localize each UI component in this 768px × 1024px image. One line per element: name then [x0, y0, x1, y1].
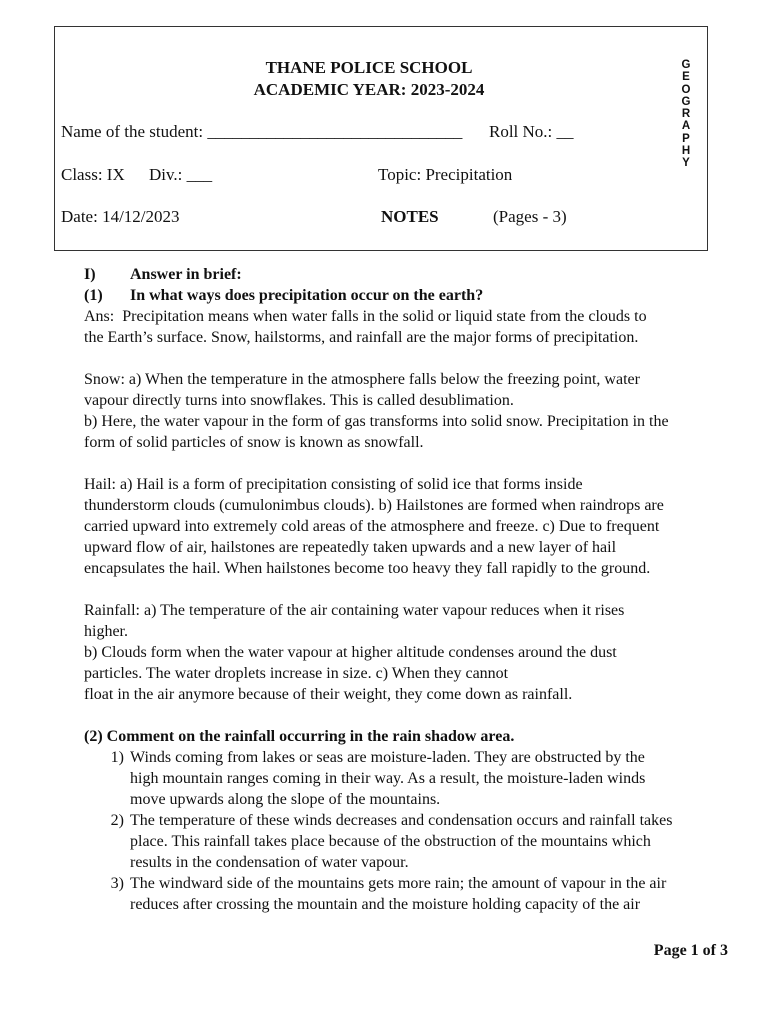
snow-paragraph-line: form of solid particles of snow is known as snowfall. [84, 434, 424, 451]
subject-letter: R [681, 108, 691, 121]
point-line: place. This rainfall takes place because of the obstruction of the mountains which [130, 833, 651, 850]
answer-line: the Earth’s surface. Snow, hailstorms, and rainfall are the major forms of precipitation. [84, 329, 639, 346]
section-number: I) [84, 266, 96, 283]
subject-letter: A [681, 120, 691, 133]
class-label: Class: IX [61, 165, 125, 184]
pages-count: (Pages - 3) [493, 207, 567, 226]
snow-paragraph-line: vapour directly turns into snowflakes. This is called desublimation. [84, 392, 514, 409]
snow-paragraph-line: Snow: a) When the temperature in the atmosphere falls below the freezing point, water [84, 371, 640, 388]
hail-paragraph-line: encapsulates the hail. When hailstones become too heavy they fall rapidly to the ground. [84, 560, 651, 577]
subject-letter: G [681, 95, 691, 108]
rainfall-paragraph-line: Rainfall: a) The temperature of the air containing water vapour reduces when it rises [84, 602, 625, 619]
answer-label: Ans: [84, 308, 115, 325]
section-heading [84, 264, 734, 285]
subject-letter: G [681, 59, 691, 71]
subject-letter: O [681, 83, 691, 96]
answer-text: Precipitation means when water falls in the solid or liquid state from the clouds to [122, 308, 647, 325]
list-item [84, 810, 734, 873]
point-line: Winds coming from lakes or seas are moisture-laden. They are obstructed by the [130, 749, 645, 766]
hail-paragraph-line: Hail: a) Hail is a form of precipitation consisting of solid ice that forms inside [84, 476, 583, 493]
point-line: results in the condensation of water vapour. [130, 854, 409, 871]
question-1-heading [84, 285, 734, 306]
rainfall-paragraph-line: b) Clouds form when the water vapour at higher altitude condenses around the dust [84, 644, 617, 661]
subject-letter: H [681, 145, 691, 158]
rainfall-paragraph-line: higher. [84, 623, 128, 640]
section-title: Answer in brief: [130, 266, 242, 283]
hail-paragraph-line: thunderstorm clouds (cumulonimbus clouds). b) Hailstones are formed when raindrops are [84, 497, 664, 514]
subject-letter: P [682, 132, 690, 145]
rainfall-paragraph-line: float in the air anymore because of their weight, they come down as rainfall. [84, 686, 573, 703]
point-line: reduces after crossing the mountain and the moisture holding capacity of the air [130, 896, 641, 913]
notes-content [84, 264, 734, 915]
point-line: The temperature of these winds decreases and condensation occurs and rainfall takes [130, 812, 673, 829]
list-item [84, 873, 734, 915]
point-line: high mountain ranges coming in their way. As a result, the moisture-laden winds [130, 770, 646, 787]
header-box [54, 26, 708, 251]
page-number: Page 1 of 3 [653, 942, 728, 959]
subject-letter: Y [682, 157, 690, 170]
school-name: THANE POLICE SCHOOL [265, 58, 473, 77]
question-title: In what ways does precipitation occur on the earth? [130, 287, 484, 304]
roll-number-field: Roll No.: __ [489, 122, 574, 141]
snow-paragraph-line: b) Here, the water vapour in the form of gas transforms into solid snow. Precipitation in the [84, 413, 669, 430]
academic-year: ACADEMIC YEAR: 2023-2024 [253, 80, 485, 99]
rainfall-paragraph-line: particles. The water droplets increase in size. c) When they cannot [84, 665, 509, 682]
hail-paragraph-line: upward flow of air, hailstones are repeatedly taken upwards and a new layer of hail [84, 539, 617, 556]
subject-vertical-label [679, 59, 693, 170]
question-number: (1) [84, 287, 103, 304]
point-number: 3) [110, 875, 124, 892]
rain-shadow-points [84, 747, 734, 915]
question-2-heading: (2) Comment on the rainfall occurring in the rain shadow area. [84, 728, 515, 745]
hail-paragraph-line: carried upward into extremely cold areas of the atmosphere and freeze. c) Due to frequent [84, 518, 660, 535]
answer-line [84, 306, 734, 327]
point-number: 1) [110, 749, 124, 766]
subject-letter: E [682, 71, 690, 84]
notes-label: NOTES [381, 207, 439, 226]
student-name-field: Name of the student: ______________________________ [61, 122, 463, 141]
division-field: Div.: ___ [149, 165, 213, 184]
list-item [84, 747, 734, 810]
point-line: The windward side of the mountains gets more rain; the amount of vapour in the air [130, 875, 667, 892]
point-number: 2) [110, 812, 124, 829]
point-line: move upwards along the slope of the mountains. [130, 791, 441, 808]
topic-label: Topic: Precipitation [378, 165, 513, 184]
date-label: Date: 14/12/2023 [61, 207, 180, 226]
